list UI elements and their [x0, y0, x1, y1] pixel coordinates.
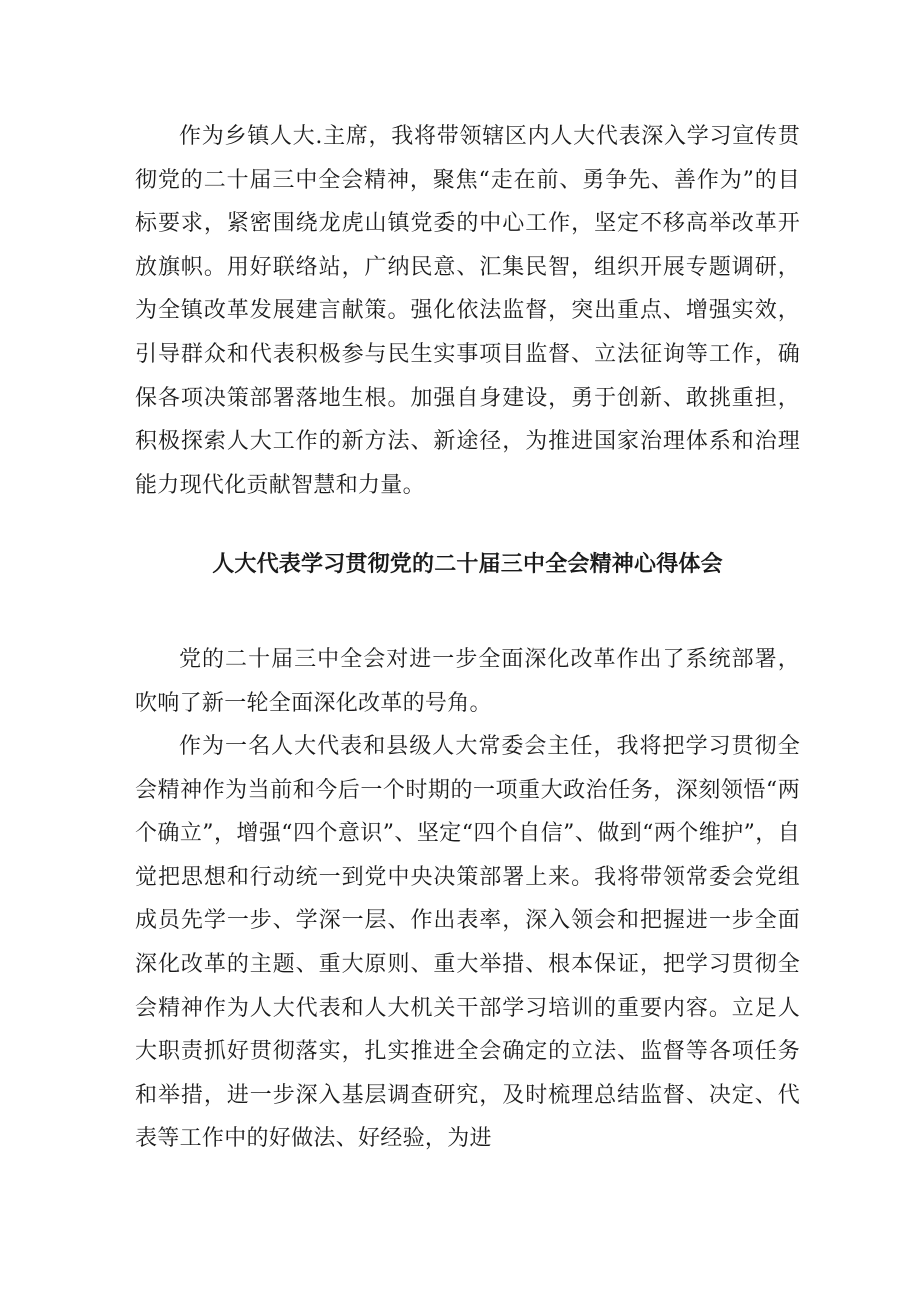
section-heading: 人大代表学习贯彻党的二十届三中全会精神心得体会: [212, 552, 723, 577]
body-paragraph-3: 作为一名人大代表和县级人大常委会主任，我将把学习贯彻全会精神作为当前和今后一个时期的一项重大政治任务，深刻领悟“两个确立”，增强“四个意识”、坚定“四个自信”、做到“两个维护”，自觉把思想和行动统一到党中央决策部署上来。我将带领常委会党组成员先学一步、学深一层、作出表率，深入领会和把握进一步全面深化改革的主题、重大原则、重大举措、根本保证，把学习贯彻全会精神作为人大代表和人大机关干部学习培训的重要内容。立足人大职责抓好贯彻落实，扎实推进全会确定的立法、监督等各项任务和举措，进一步深入基层调查研究，及时梳理总结监督、决定、代表等工作中的好做法、好经验，为进: [135, 734, 800, 1152]
body-paragraph-1: 作为乡镇人大.主席，我将带领辖区内人大代表深入学习宣传贯彻党的二十届三中全会精神，聚焦“走在前、勇争先、善作为”的目标要求，紧密围绕龙虎山镇党委的中心工作，坚定不移高举改革开放旗帜。用好联络站，广纳民意、汇集民智，组织开展专题调研，为全镇改革发展建言献策。强化依法监督，突出重点、增强实效，引导群众和代表积极参与民生实事项目监督、立法征询等工作，确保各项决策部署落地生根。加强自身建设，勇于创新、敢挑重担，积极探索人大工作的新方法、新途径，为推进国家治理体系和治理能力现代化贡献智慧和力量。: [135, 124, 800, 498]
body-paragraph-2: 党的二十届三中全会对进一步全面深化改革作出了系统部署，吹响了新一轮全面深化改革的号角。: [135, 647, 800, 716]
